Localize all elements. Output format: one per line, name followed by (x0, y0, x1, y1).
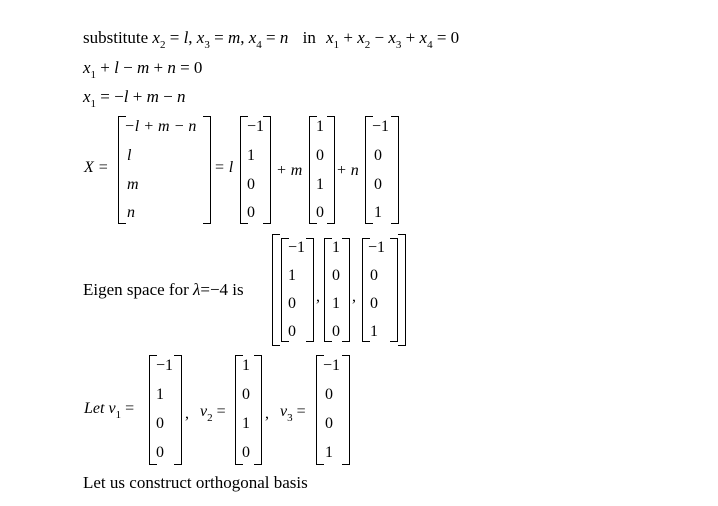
cell: 1 (288, 267, 296, 284)
subscript: 1 (90, 98, 97, 110)
math-variable: x (357, 28, 365, 47)
cell: −1 (368, 239, 386, 256)
math-variable: x (419, 28, 428, 47)
cell: 0 (247, 204, 255, 221)
cell: l (127, 147, 132, 164)
x-label (84, 159, 109, 177)
cell: 0 (332, 323, 340, 340)
lambda-symbol: λ (192, 280, 201, 299)
separator-comma: , (265, 405, 269, 422)
cell: m (127, 176, 139, 193)
cell: 0 (242, 444, 250, 461)
cell: 1 (325, 444, 333, 461)
v2-label (200, 403, 226, 422)
math-variable: n (279, 28, 289, 47)
subscript: 1 (333, 39, 340, 51)
cell: 0 (374, 147, 382, 164)
substitute-expression (152, 28, 289, 51)
math-variable: l (114, 58, 119, 77)
math-variable: x (326, 28, 334, 47)
eigen-vector-3 (362, 238, 398, 342)
let-word: Let (84, 400, 105, 417)
matrix-col-l (240, 116, 271, 224)
math-operator: = (209, 28, 228, 47)
v3-label (280, 403, 306, 422)
math-operator: − (370, 28, 389, 47)
cell: 1 (332, 239, 340, 256)
cell: −1 (156, 357, 174, 374)
op-m: + m (276, 162, 303, 179)
math-operator: = 0 (175, 58, 203, 77)
v1-name: v (108, 400, 116, 417)
cell: 0 (247, 176, 255, 193)
cell: 1 (247, 147, 255, 164)
separator-comma: , (185, 405, 189, 422)
cell: 0 (370, 267, 378, 284)
cell: 0 (156, 444, 164, 461)
cell: 0 (316, 147, 324, 164)
subscript: 3 (204, 39, 210, 51)
cell: −1 (247, 118, 265, 135)
math-operator: − (118, 58, 137, 77)
math-variable: m (227, 28, 241, 47)
cell: 0 (370, 295, 378, 312)
cell: 1 (332, 295, 340, 312)
cell: 1 (370, 323, 378, 340)
math-operator: + (401, 28, 420, 47)
subscript: 3 (395, 39, 402, 51)
constraint-expression (326, 28, 460, 51)
vector-v2 (235, 355, 262, 465)
math-variable: x (196, 28, 205, 47)
cell: 1 (242, 415, 250, 432)
eigen-label: Eigen space for (83, 280, 189, 299)
equals: = (216, 403, 226, 420)
cell: 0 (332, 267, 340, 284)
math-operator: + (339, 28, 358, 47)
v1-sub: 1 (115, 409, 122, 421)
separator-comma: , (352, 288, 356, 305)
math-operator: = (261, 28, 280, 47)
equation-line-2 (83, 58, 202, 80)
subscript: 4 (427, 39, 433, 51)
vector-v1 (149, 355, 182, 465)
subscript: 2 (159, 39, 166, 51)
op-l: = l (214, 159, 234, 176)
cell: 1 (242, 357, 250, 374)
matrix-col-m (309, 116, 335, 224)
math-operator: + (128, 87, 147, 106)
v3-name: v (280, 403, 288, 420)
cell: n (127, 204, 135, 221)
cell: −1 (288, 239, 306, 256)
v2-name: v (200, 403, 208, 420)
cell: 0 (156, 415, 164, 432)
cell: 0 (288, 323, 296, 340)
op-n: + n (336, 162, 359, 179)
equals: = (125, 400, 135, 417)
separator-comma: , (316, 288, 320, 305)
cell: 0 (316, 204, 324, 221)
eigen-value: =−4 is (200, 280, 244, 299)
eigen-vector-2 (324, 238, 350, 342)
math-variable: m (136, 58, 150, 77)
cell: 0 (242, 386, 250, 403)
math-operator: = − (96, 87, 124, 106)
cell: 1 (156, 386, 164, 403)
cell: 1 (316, 118, 324, 135)
matrix-col-n (365, 116, 399, 224)
math-operator: , (240, 28, 249, 47)
equation-line-3 (83, 87, 185, 109)
math-operator: , (188, 28, 197, 47)
cell: 0 (288, 295, 296, 312)
math-operator: − (158, 87, 177, 106)
math-variable: l (183, 28, 189, 47)
cell: −1 (372, 118, 390, 135)
let-v1-label (84, 400, 134, 419)
cell: 0 (325, 386, 333, 403)
substitute-word: substitute (83, 28, 149, 47)
math-variable: n (176, 87, 186, 106)
subscript: 4 (256, 39, 262, 51)
matrix-general (118, 116, 211, 224)
math-variable: n (167, 58, 176, 77)
math-variable: x (83, 58, 91, 77)
v3-sub: 3 (287, 412, 293, 424)
subscript: 2 (364, 39, 371, 51)
cell: −l + m − n (124, 118, 197, 135)
math-variable: x (248, 28, 257, 47)
construct-basis-line: Let us construct orthogonal basis (83, 473, 308, 492)
math-variable: l (123, 87, 129, 106)
x-lhs: X = (84, 159, 109, 176)
math-variable: x (152, 28, 160, 47)
v2-sub: 2 (207, 412, 213, 424)
cell: −1 (323, 357, 341, 374)
eigen-space-text (83, 280, 244, 300)
math-operator: + (96, 58, 115, 77)
math-operator: = (165, 28, 184, 47)
cell: 0 (374, 176, 382, 193)
math-operator: + (149, 58, 168, 77)
math-variable: x (388, 28, 396, 47)
subscript: 1 (90, 69, 97, 81)
substitute-line (83, 28, 459, 50)
cell: 1 (374, 204, 382, 221)
vector-v3 (316, 355, 350, 465)
math-variable: m (146, 87, 159, 106)
math-variable: x (83, 87, 91, 106)
in-word: in (302, 28, 316, 47)
cell: 1 (316, 176, 324, 193)
cell: 0 (325, 415, 333, 432)
eigen-vector-1 (281, 238, 314, 342)
math-operator: = 0 (432, 28, 460, 47)
equals: = (296, 403, 306, 420)
